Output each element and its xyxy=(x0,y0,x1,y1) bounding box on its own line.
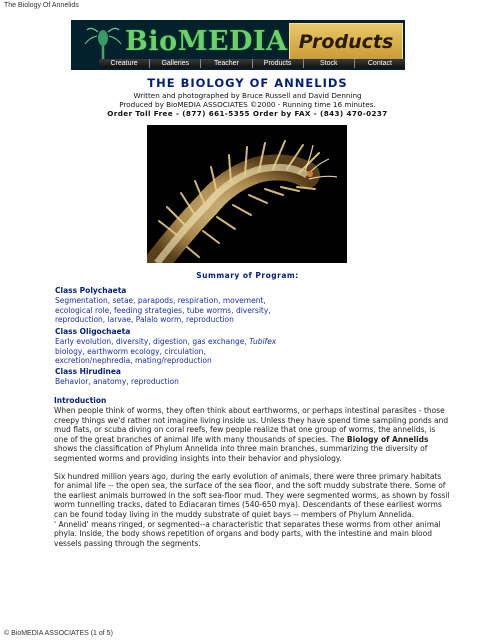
class-desc-line: ecological role, feeding strategies, tube worms, diversity, xyxy=(55,305,271,315)
intro-line: shows the classification of Phylum Annelida into three main branches, summarizing the diversity of xyxy=(54,444,428,454)
nav-galleries[interactable]: Galleries xyxy=(150,59,201,68)
introduction-section xyxy=(54,396,468,548)
class-desc-line: excretion/nephredia, mating/reproduction xyxy=(55,356,212,366)
class-oligochaeta xyxy=(55,327,455,366)
intro-line: one of the great branches of animal life with many thousands of species. The Biology of Annelids xyxy=(54,434,429,444)
intro-line: for animal life -- the open sea, the surface of the sea floor, and the soft muddy substrate there. Some of xyxy=(54,481,446,491)
nav-creature[interactable]: Creature xyxy=(99,59,150,68)
nav-products[interactable]: Products xyxy=(253,59,304,68)
produced-line: Produced by BioMEDIA ASSOCIATES ©2000 - Running time 16 minutes. xyxy=(119,100,376,109)
class-name: Class Polychaeta xyxy=(55,286,127,295)
class-desc-line: Early evolution, diversity, digestion, gas exchange, Tubifex xyxy=(55,337,277,346)
intro-line: creepy things we'd rather not imagine living inside us. Unless they have spend time sampling ponds and xyxy=(54,415,449,425)
page-header: The Biology Of Annelids xyxy=(4,2,79,9)
top-nav xyxy=(99,59,405,68)
class-name: Class Oligochaeta xyxy=(55,327,131,336)
class-hirudinea xyxy=(55,367,455,387)
annelid-photo xyxy=(147,125,347,263)
intro-line: segmented worms and providing insights into their behavior and physiology. xyxy=(54,453,342,463)
class-desc-line: biology, earthworm ecology, circulation, xyxy=(55,346,206,356)
intro-line: the earliest animals burrowed in the soft sea-floor mud. They were segmented worms, as shown by fossil xyxy=(54,490,450,500)
nav-stock[interactable]: Stock xyxy=(304,59,355,68)
credit-line: Written and photographed by Bruce Russell and David Denning xyxy=(133,91,362,100)
intro-line: Six hundred million years ago, during the early evolution of animals, there were three primary habitats xyxy=(54,471,442,481)
intro-line: worm tunnelling tracks, dated to Ediacaran times (540-650 mya). Descendants of these earliest worms xyxy=(54,500,442,510)
class-desc-line: Segmentation, setae, parapods, respiration, movement, xyxy=(55,296,266,305)
nav-teacher[interactable]: Teacher xyxy=(201,59,252,68)
introduction-heading: Introduction xyxy=(54,396,107,405)
biomedia-logo-text: BioMEDIA xyxy=(125,26,288,57)
class-polychaeta xyxy=(55,286,455,325)
intro-line: When people think of worms, they often think about earthworms, or perhaps intestinal parasites - those xyxy=(54,406,445,415)
intro-line: can be found today living in the muddy substrate of quiet bays -- members of Phylum Annelida. xyxy=(54,509,415,519)
program-title-bold: Biology of Annelids xyxy=(346,434,429,444)
class-desc-line: reproduction, larvae, Palalo worm, reproduction xyxy=(55,315,234,325)
page-title: THE BIOLOGY OF ANNELIDS xyxy=(147,76,348,90)
intro-line: phyla. Inside, the body shows repetition of organs and body parts, with the intestine and main blood xyxy=(54,529,432,539)
nav-contact[interactable]: Contact xyxy=(355,59,405,68)
page-footer: © BioMEDIA ASSOCIATES (1 of 5) xyxy=(4,630,113,637)
intro-line: mud flats, or scuba diving on coral reefs, few people realize that one group of worms, the annelids, is xyxy=(54,425,436,435)
polychaete-worm-image xyxy=(147,125,347,263)
summary-heading: Summary of Program: xyxy=(196,271,299,280)
tubifex-term: Tubifex xyxy=(249,337,277,346)
products-badge-label: Products xyxy=(298,31,394,53)
intro-line: ' Annelid' means ringed, or segmented--a characteristic that separates these worms from other animal xyxy=(54,519,441,529)
class-desc-line: Behavior, anatomy, reproduction xyxy=(55,377,179,386)
intro-line: vessels passing through the segments. xyxy=(54,538,201,548)
class-name: Class Hirudinea xyxy=(55,367,121,376)
order-line: Order Toll Free - (877) 661-5355 Order by FAX - (843) 470-0237 xyxy=(107,109,388,118)
